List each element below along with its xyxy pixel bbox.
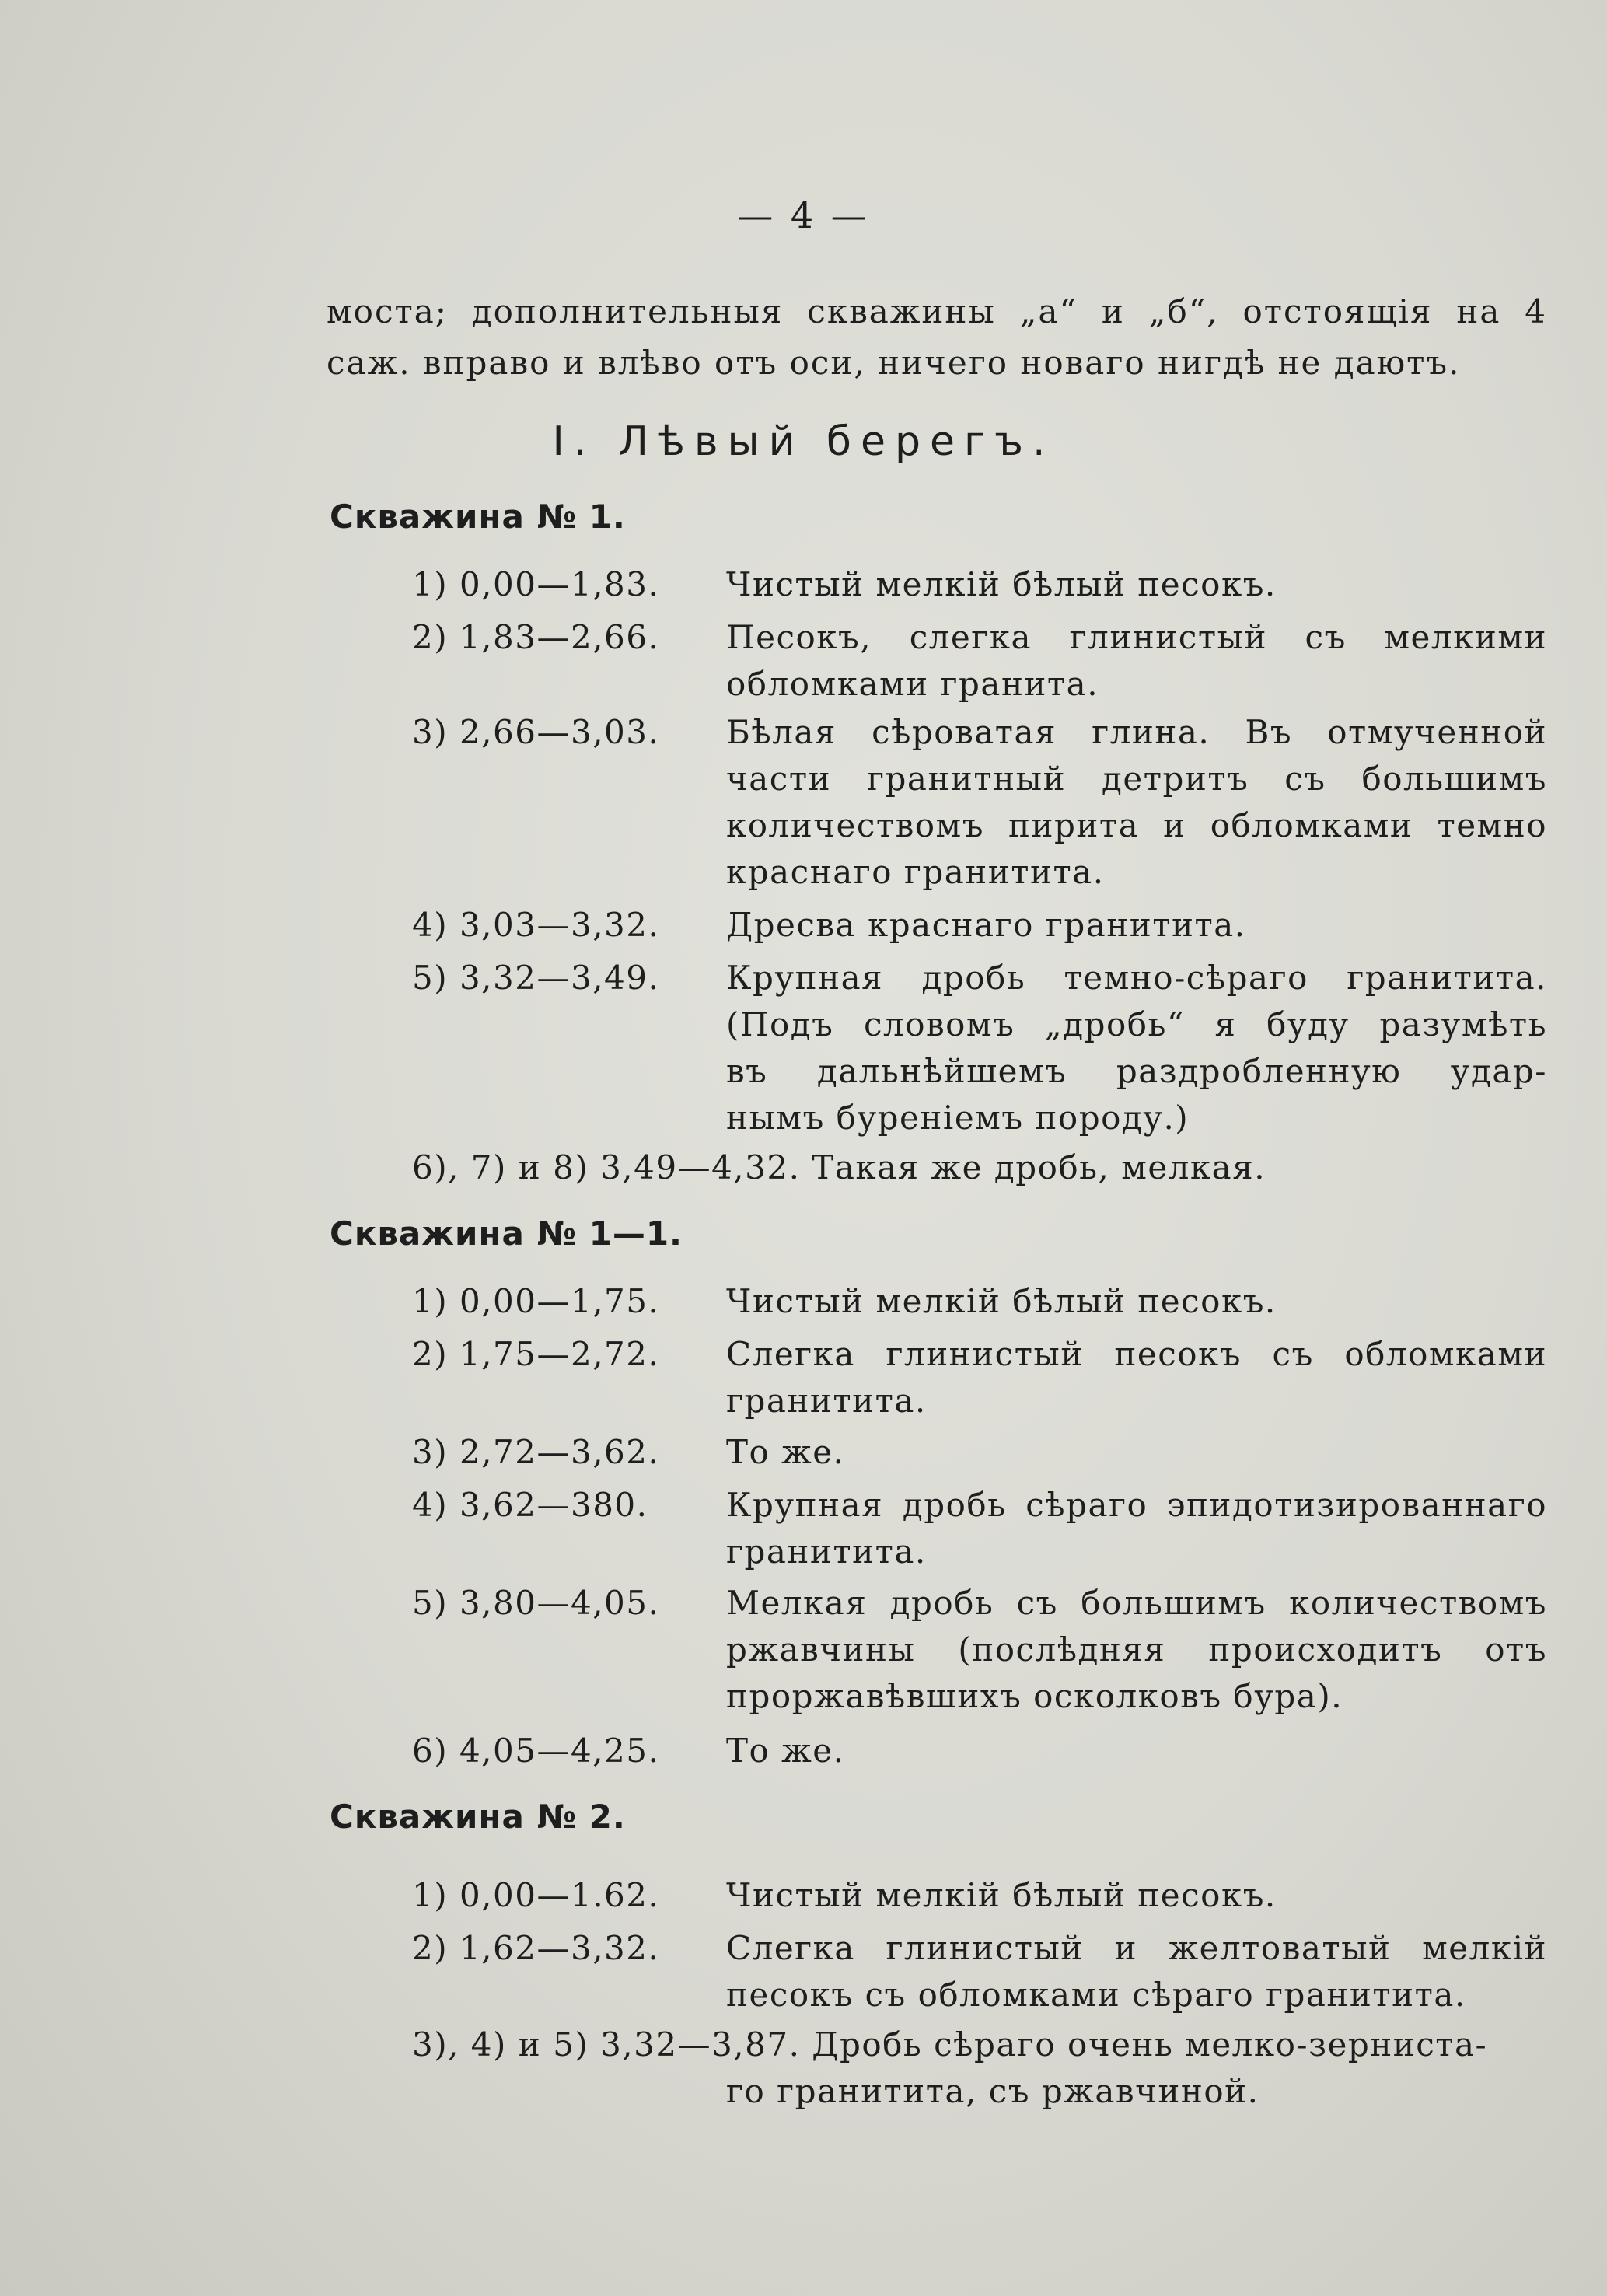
layer-description: 3), 4) и 5) 3,32—3,87. Дробь сѣраго очень мелко-зерниста- <box>412 2025 1488 2064</box>
layer-entry <box>412 1728 1547 1774</box>
layer-entry <box>412 1331 1547 1424</box>
depth-range: 4) 3,62—380. <box>412 1486 648 1524</box>
layer-description: Слегка глинистый песокъ съ обломками <box>726 1335 1547 1373</box>
layer-description: Крупная дробь темно-сѣраго гранитита. <box>726 959 1547 997</box>
layer-description: То же. <box>726 1433 845 1471</box>
layer-description: Мелкая дробь съ большимъ количествомъ <box>726 1584 1547 1622</box>
layer-entry <box>412 1145 1547 1191</box>
intro-line: моста; дополнительныя скважины „а“ и „б“, отстоящія на 4 <box>327 292 1547 330</box>
layer-description: (Подъ словомъ „дробь“ я буду разумѣть <box>726 1005 1547 1043</box>
layer-description: краснаго гранитита. <box>726 853 1105 891</box>
layer-entry <box>412 1872 1547 1919</box>
layer-description: го гранитита, съ ржавчиной. <box>726 2072 1259 2110</box>
layer-description: въ дальнѣйшемъ раздробленную удар- <box>726 1052 1547 1090</box>
depth-range: 6) 4,05—4,25. <box>412 1732 660 1770</box>
depth-range: 3) 2,66—3,03. <box>412 713 660 751</box>
layer-description: обломками гранита. <box>726 665 1099 703</box>
layer-entry <box>412 2022 1547 2115</box>
depth-range: 2) 1,83—2,66. <box>412 618 660 656</box>
depth-range: 1) 0,00—1.62. <box>412 1876 660 1914</box>
layer-entry <box>412 955 1547 1141</box>
depth-range: 5) 3,32—3,49. <box>412 959 660 997</box>
layer-entry <box>412 561 1547 608</box>
layer-description: ржавчины (послѣдняя происходитъ отъ <box>726 1630 1547 1669</box>
layer-entry <box>412 614 1547 708</box>
depth-range: 3) 2,72—3,62. <box>412 1433 660 1471</box>
well-heading: Скважина № 1—1. <box>330 1214 683 1253</box>
depth-range: 2) 1,75—2,72. <box>412 1335 660 1373</box>
layer-description: Чистый мелкій бѣлый песокъ. <box>726 1876 1277 1914</box>
layer-entry <box>412 902 1547 949</box>
layer-description: Крупная дробь сѣраго эпидотизированнаго <box>726 1486 1547 1524</box>
layer-entry <box>412 1580 1547 1720</box>
layer-description: гранитита. <box>726 1382 927 1420</box>
layer-description: Дресва краснаго гранитита. <box>726 906 1246 944</box>
page-number: — 4 — <box>737 194 870 236</box>
layer-description: проржавѣвшихъ осколковъ бура). <box>726 1677 1343 1715</box>
depth-range: 5) 3,80—4,05. <box>412 1584 660 1622</box>
layer-description: части гранитный детритъ съ большимъ <box>726 760 1547 798</box>
layer-description: песокъ съ обломками сѣраго гранитита. <box>726 1976 1466 2014</box>
layer-entry <box>412 1482 1547 1575</box>
layer-description: Слегка глинистый и желтоватый мелкій <box>726 1929 1547 1967</box>
intro-paragraph <box>327 286 1547 389</box>
depth-range: 1) 0,00—1,75. <box>412 1282 660 1320</box>
layer-description: 6), 7) и 8) 3,49—4,32. Такая же дробь, мелкая. <box>412 1148 1266 1186</box>
layer-description: количествомъ пирита и обломками темно <box>726 806 1547 844</box>
layer-description: Чистый мелкій бѣлый песокъ. <box>726 1282 1277 1320</box>
depth-range: 4) 3,03—3,32. <box>412 906 660 944</box>
intro-line: саж. вправо и влѣво отъ оси, ничего новаго нигдѣ не даютъ. <box>327 344 1461 382</box>
layer-entry <box>412 1429 1547 1476</box>
layer-entry <box>412 1278 1547 1325</box>
section-title: I. Лѣвый берегъ. <box>552 418 1055 465</box>
layer-description: Песокъ, слегка глинистый съ мелкими <box>726 618 1547 656</box>
layer-entry <box>412 1925 1547 2018</box>
layer-description: То же. <box>726 1732 845 1770</box>
layer-description: Чистый мелкій бѣлый песокъ. <box>726 565 1277 603</box>
depth-range: 1) 0,00—1,83. <box>412 565 660 603</box>
depth-range: 2) 1,62—3,32. <box>412 1929 660 1967</box>
layer-description: Бѣлая сѣроватая глина. Въ отмученной <box>726 713 1547 751</box>
layer-description: нымъ буреніемъ породу.) <box>726 1099 1190 1137</box>
layer-entry <box>412 709 1547 896</box>
layer-description: гранитита. <box>726 1532 927 1571</box>
well-heading: Скважина № 1. <box>330 498 626 536</box>
well-heading: Скважина № 2. <box>330 1798 626 1836</box>
